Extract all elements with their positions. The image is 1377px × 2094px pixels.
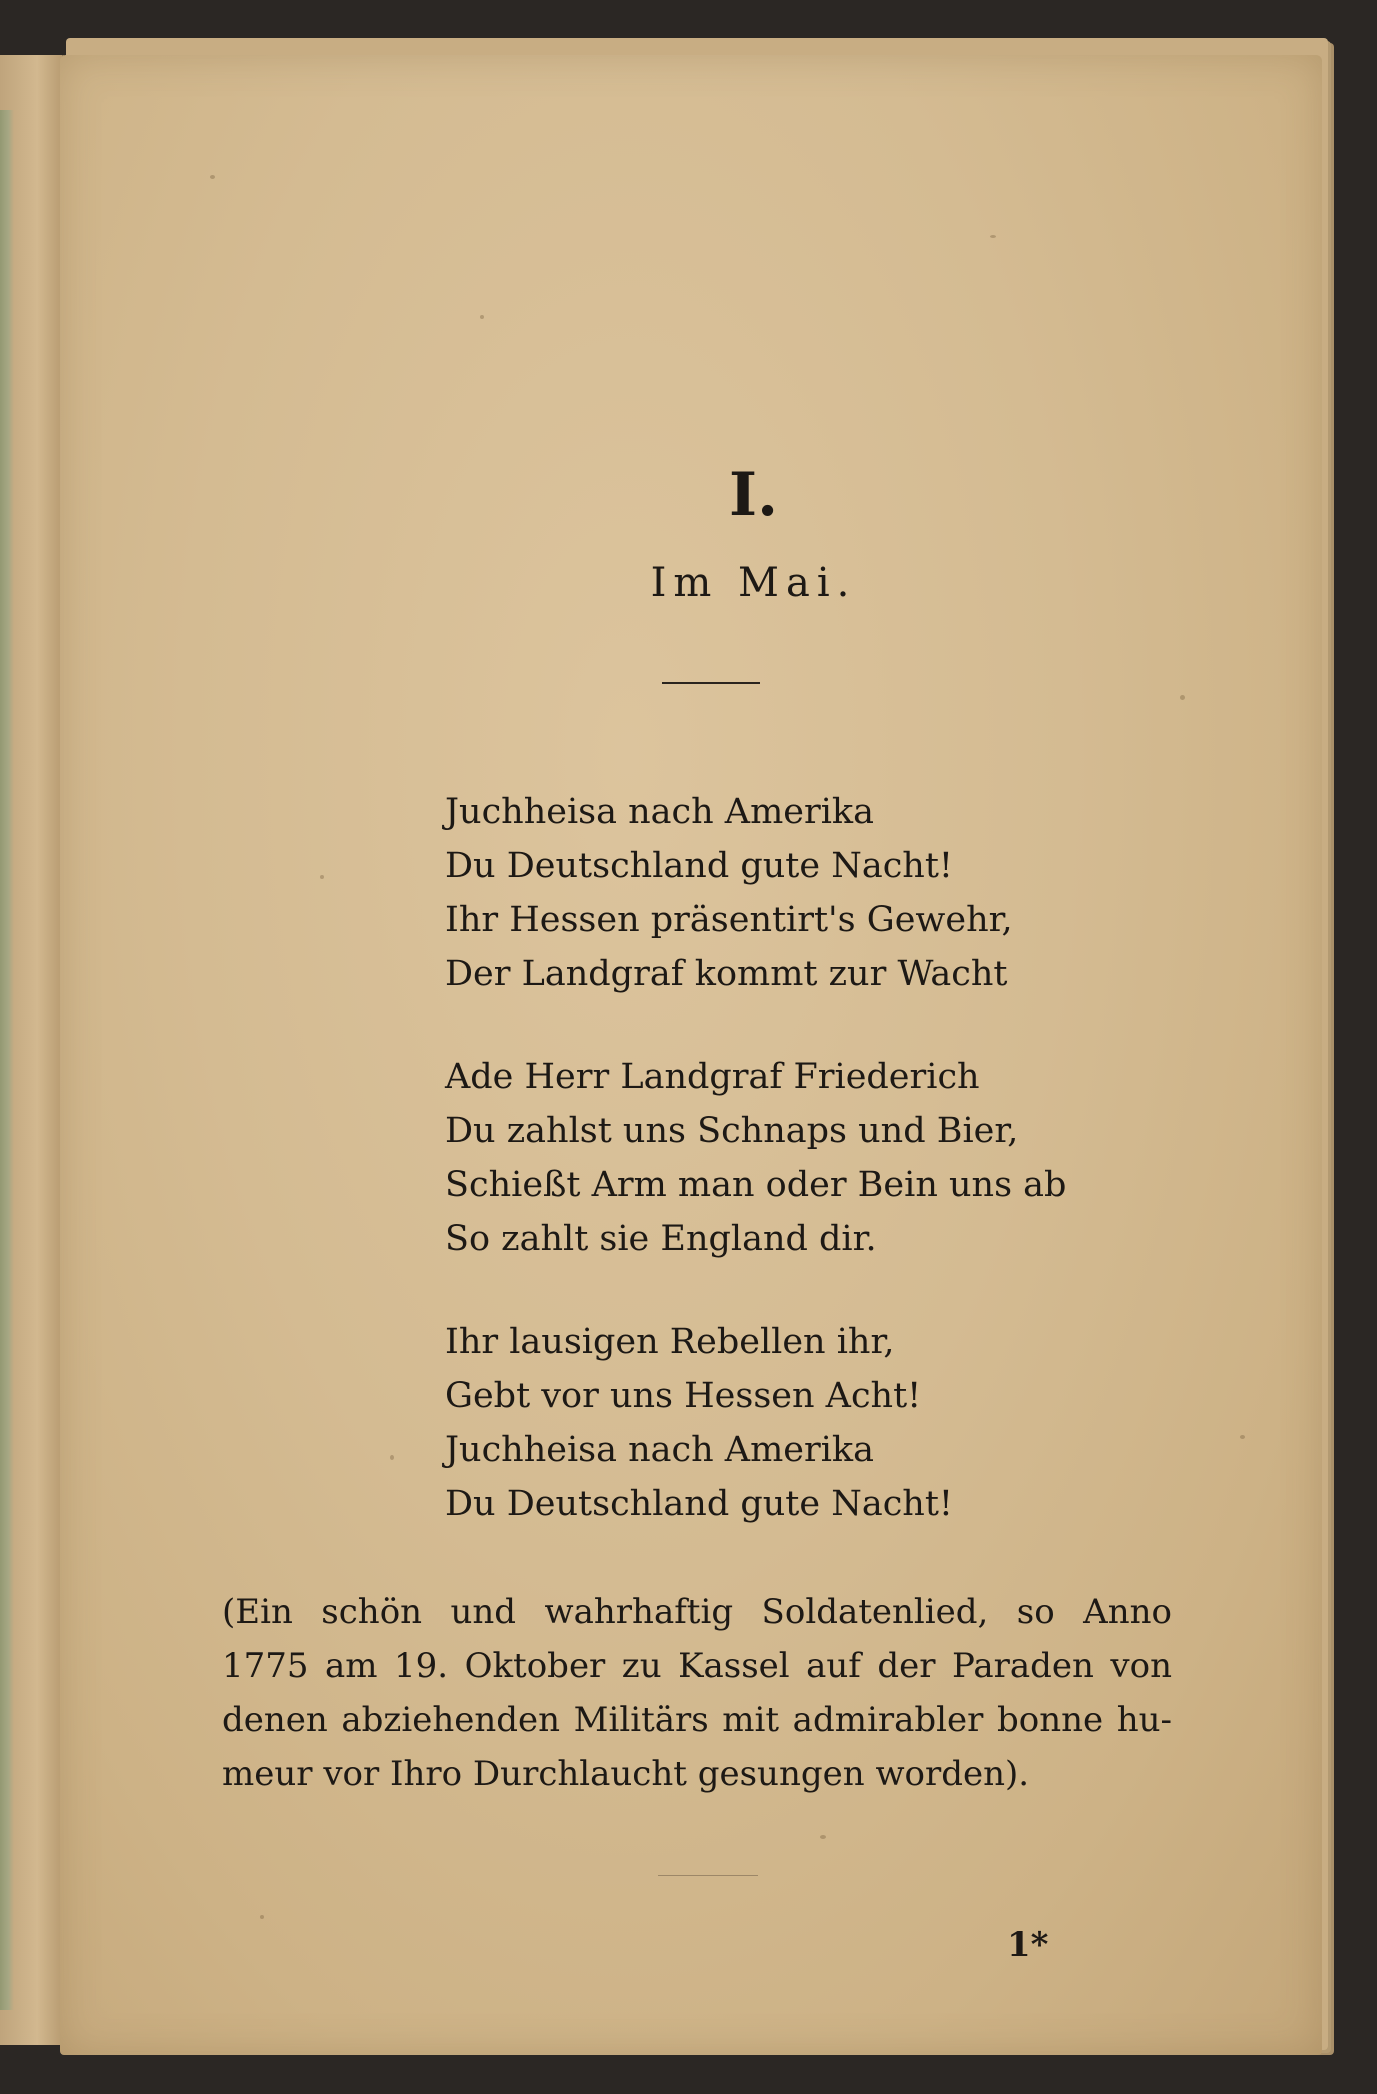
note-line: meur vor Ihro Durchlaucht gesungen worden). [222,1754,1030,1794]
stanza-1 [445,785,1013,1001]
note-line: 1775 am 19. Oktober zu Kassel auf der Paraden von [222,1646,1172,1686]
historical-note [222,1585,1172,1801]
note-line: (Ein schön und wahrhaftig Soldatenlied, so Anno [222,1592,1172,1632]
paper-speck [210,175,215,179]
section-numeral: I. [729,460,778,530]
poem-title: Im Mai. [650,560,857,606]
paper-speck [990,235,996,238]
verse-line: Der Landgraf kommt zur Wacht [445,954,1008,994]
title-rule [662,682,760,684]
verse-line: Du Deutschland gute Nacht! [445,846,953,886]
paper-speck [1240,1435,1245,1439]
verse-line: Ihr lausigen Rebellen ihr, [445,1322,895,1362]
verse-line: Ihr Hessen präsentirt's Gewehr, [445,900,1013,940]
verse-line: Ade Herr Landgraf Friederich [445,1057,980,1097]
verse-line: So zahlt sie England dir. [445,1219,877,1259]
verse-line: Juchheisa nach Amerika [445,792,874,832]
stanza-3 [445,1315,953,1531]
binding-edge [0,110,14,2010]
paper-speck [480,315,484,319]
paper-speck [390,1455,394,1460]
paper-speck [820,1835,826,1839]
verse-line: Gebt vor uns Hessen Acht! [445,1376,922,1416]
note-line: denen abziehenden Militärs mit admirabler bonne hu- [222,1700,1172,1740]
footer-rule [658,1875,758,1876]
verse-line: Juchheisa nach Amerika [445,1430,874,1470]
verse-line: Du Deutschland gute Nacht! [445,1484,953,1524]
verse-line: Du zahlst uns Schnaps und Bier, [445,1111,1019,1151]
stanza-2 [445,1050,1066,1266]
page-number: 1* [1007,1925,1049,1965]
verse-line: Schießt Arm man oder Bein uns ab [445,1165,1067,1205]
paper-speck [1180,695,1185,700]
paper-speck [320,875,324,879]
paper-speck [260,1915,264,1919]
